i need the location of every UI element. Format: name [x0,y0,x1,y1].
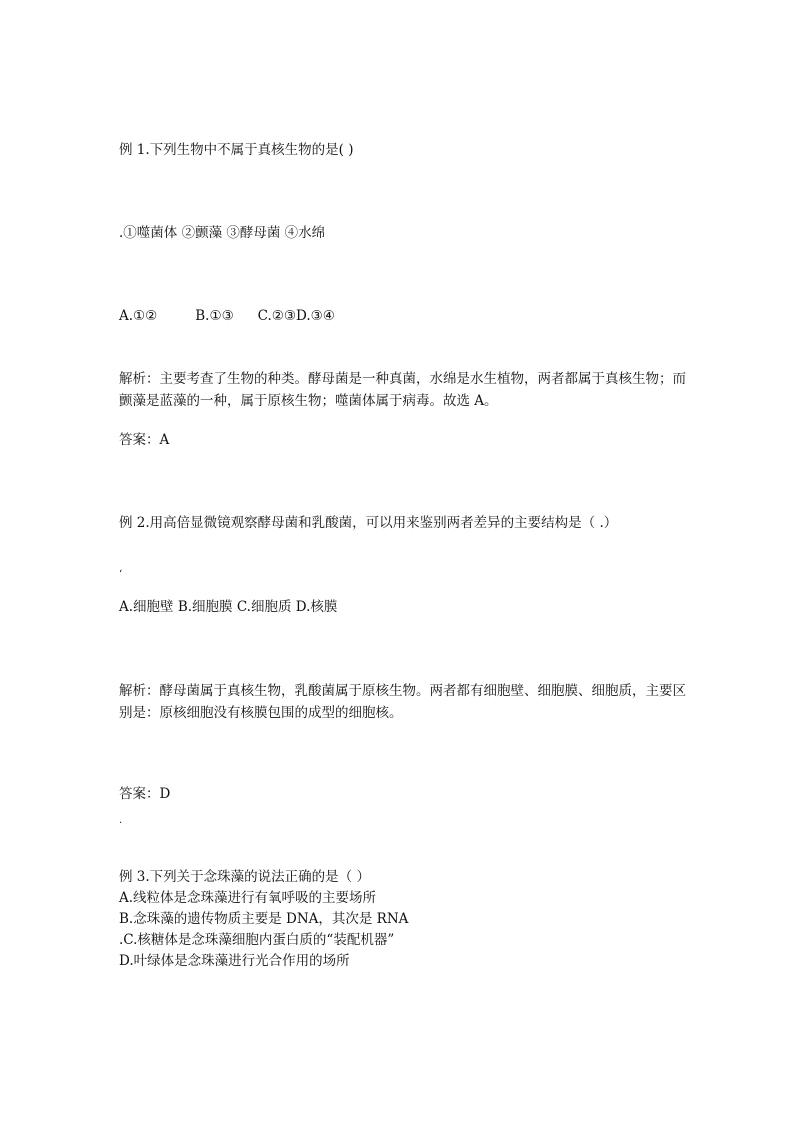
example-1-question: 例 1.下列生物中不属于真核生物的是( ) [119,142,354,158]
stray-dot: . [119,815,123,826]
example-1-option-b: B.①③ [195,308,234,324]
example-3-option-d: D.叶绿体是念珠藻进行光合作用的场所 [119,953,350,969]
example-1-analysis: 解析：主要考查了生物的种类。酵母菌是一种真菌，水绵是水生植物，两者都属于真核生物；而颤藻是蓝藻的一种，属于原核生物；噬菌体属于病毒。故选 A。 [119,371,686,409]
example-1-option-cd: C.②③D.③④ [257,308,335,324]
stray-mark: ‘ [119,569,123,580]
example-1-items: .①噬菌体 ②颤藻 ③酵母菌 ④水绵 [119,225,326,241]
example-1-option-a: A.①② [119,308,158,324]
example-2-analysis: 解析：酵母菌属于真核生物，乳酸菌属于原核生物。两者都有细胞壁、细胞膜、细胞质，主要区别是：原核细胞没有核膜包围的成型的细胞核。 [119,683,686,721]
example-3-question: 例 3.下列关于念珠藻的说法正确的是（ ） [119,869,370,885]
example-1-answer: 答案：A [119,432,170,448]
example-2-question: 例 2.用高倍显微镜观察酵母菌和乳酸菌，可以用来鉴别两者差异的主要结构是（ .） [119,515,618,531]
example-3-option-b: B.念珠藻的遗传物质主要是 DNA，其次是 RNA [119,911,409,927]
example-3-option-a: A.线粒体是念珠藻进行有氧呼吸的主要场所 [119,890,377,906]
example-3-option-c: .C.核糖体是念珠藻细胞内蛋白质的“装配机器” [119,932,395,948]
example-2-answer: 答案：D [119,786,171,802]
example-1-options [119,307,335,325]
example-2-options: A.细胞壁 B.细胞膜 C.细胞质 D.核膜 [119,599,338,615]
